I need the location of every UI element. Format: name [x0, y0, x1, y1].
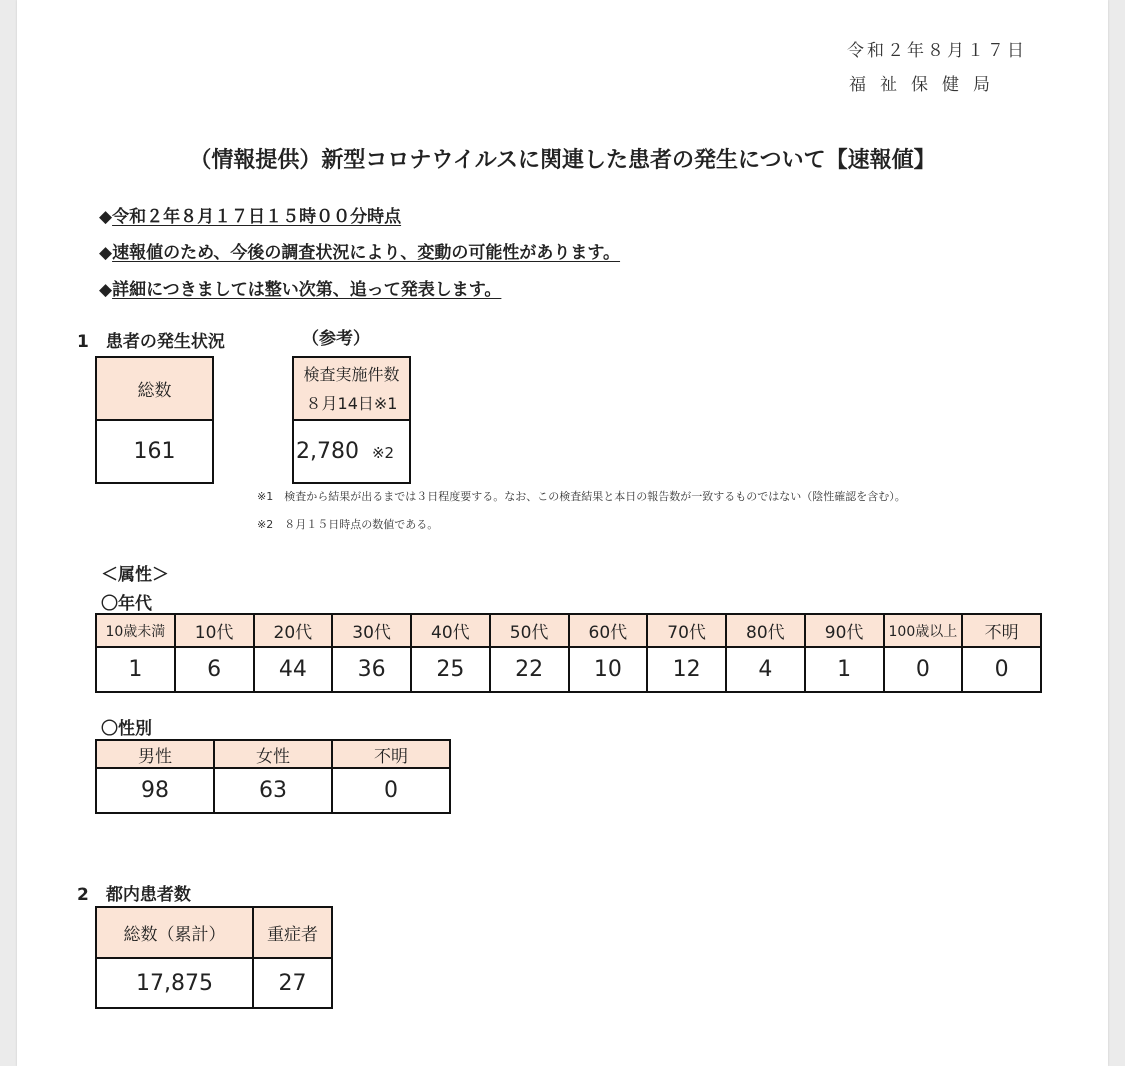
notice-item	[99, 238, 620, 263]
age-header-cell: 90代	[805, 614, 884, 647]
age-value-cell: 4	[726, 647, 805, 692]
age-value-cell: 25	[411, 647, 490, 692]
age-value-cell: 0	[962, 647, 1041, 692]
sex-value-cell: 63	[214, 768, 332, 813]
diamond-icon: ◆	[99, 207, 113, 227]
age-value-cell: 44	[254, 647, 333, 692]
age-value-cell: 1	[96, 647, 175, 692]
notice-text: 詳細につきましては整い次第、追って発表します。	[112, 280, 502, 300]
footnote-1: ※1 検査から結果が出るまでは３日程度要する。なお、この検査結果と本日の報告数が一致するものではない（陰性確認を含む）。	[257, 490, 906, 503]
age-header-cell: 100歳以上	[884, 614, 963, 647]
sex-value-row	[96, 768, 450, 813]
notice-text: 速報値のため、今後の調査状況により、変動の可能性があります。	[112, 243, 621, 263]
age-header-cell: 10歳未満	[96, 614, 175, 647]
tests-table	[292, 356, 411, 484]
document-page	[17, 0, 1108, 1066]
age-value-cell: 12	[647, 647, 726, 692]
age-value-cell: 10	[569, 647, 648, 692]
tests-label-line2: ８月14日※1	[305, 393, 398, 413]
age-header-cell: 40代	[411, 614, 490, 647]
age-value-cell: 0	[884, 647, 963, 692]
cumulative-label: 総数（累計）	[96, 907, 253, 958]
department-name: 福祉保健局	[849, 75, 1004, 95]
total-label: 総数	[96, 357, 213, 420]
footnote-2: ※2 ８月１５日時点の数値である。	[257, 518, 439, 531]
reference-label: （参考）	[302, 329, 370, 349]
age-header-cell: 30代	[332, 614, 411, 647]
age-header-row	[96, 614, 1041, 647]
notice-item	[99, 275, 501, 300]
total-table	[95, 356, 214, 484]
sex-heading: 〇性別	[101, 719, 152, 739]
section2-title: 2 都内患者数	[77, 885, 191, 905]
age-header-cell: 80代	[726, 614, 805, 647]
tests-note: ※2	[371, 444, 395, 462]
sex-value-cell: 0	[332, 768, 450, 813]
total-value: 161	[96, 420, 213, 483]
age-value-cell: 6	[175, 647, 254, 692]
cumulative-table	[95, 906, 333, 1009]
age-value-cell: 22	[490, 647, 569, 692]
age-value-row	[96, 647, 1041, 692]
age-header-cell: 10代	[175, 614, 254, 647]
severe-label: 重症者	[253, 907, 332, 958]
sex-header-cell: 女性	[214, 740, 332, 768]
age-header-cell: 20代	[254, 614, 333, 647]
sex-header-cell: 男性	[96, 740, 214, 768]
age-table	[95, 613, 1042, 693]
tests-label-line1: 検査実施件数	[303, 364, 400, 384]
age-heading: 〇年代	[101, 594, 152, 614]
cumulative-value: 17,875	[96, 958, 253, 1008]
notice-item	[99, 202, 401, 227]
age-header-cell: 不明	[962, 614, 1041, 647]
section1-title: 1 患者の発生状況	[77, 332, 225, 352]
age-header-cell: 70代	[647, 614, 726, 647]
age-header-cell: 50代	[490, 614, 569, 647]
sex-table	[95, 739, 451, 814]
tests-value-cell	[293, 420, 410, 483]
severe-value: 27	[253, 958, 332, 1008]
report-date: 令和２年８月１７日	[847, 41, 1027, 61]
document-title: （情報提供）新型コロナウイルスに関連した患者の発生について【速報値】	[189, 148, 936, 173]
tests-label	[293, 357, 410, 420]
notice-text: 令和２年８月１７日１５時００分時点	[112, 207, 402, 227]
age-header-cell: 60代	[569, 614, 648, 647]
sex-header-cell: 不明	[332, 740, 450, 768]
diamond-icon: ◆	[99, 243, 113, 263]
tests-value: 2,780	[296, 439, 359, 464]
sex-value-cell: 98	[96, 768, 214, 813]
sex-header-row	[96, 740, 450, 768]
age-value-cell: 36	[332, 647, 411, 692]
diamond-icon: ◆	[99, 280, 113, 300]
age-value-cell: 1	[805, 647, 884, 692]
attributes-heading: ＜属性＞	[101, 565, 169, 585]
